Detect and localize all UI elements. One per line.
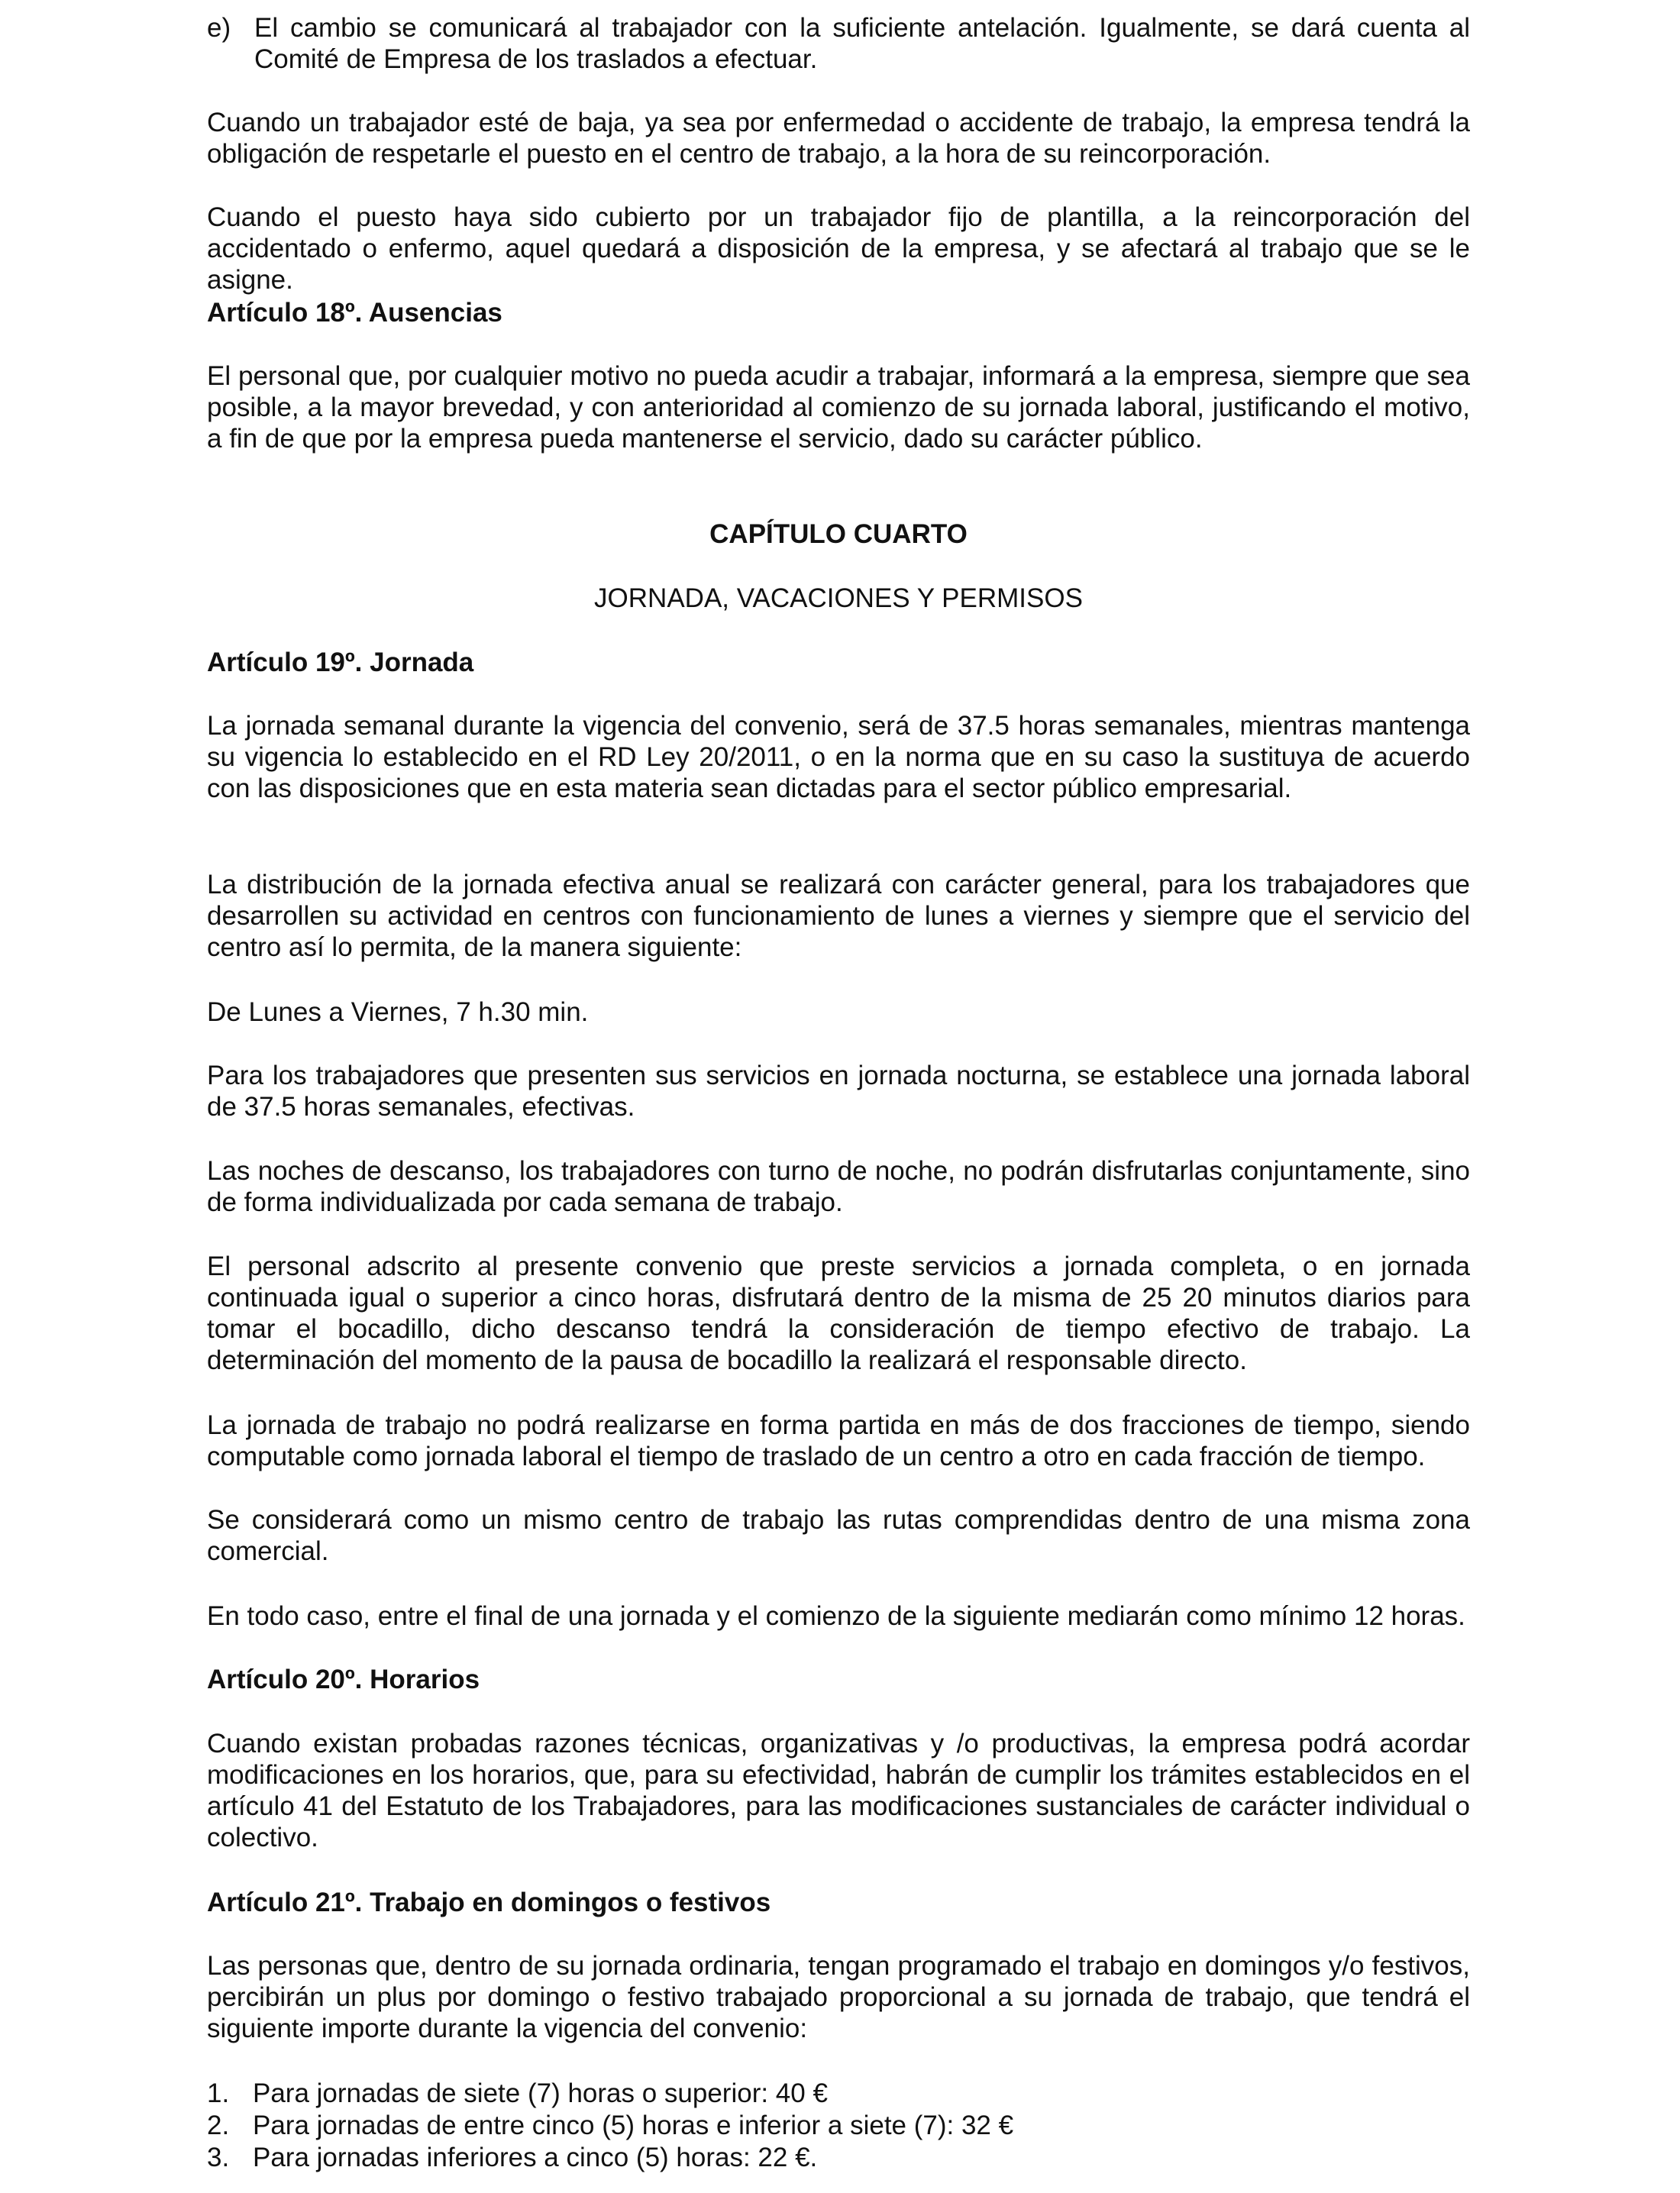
list-marker: 3. [207,2143,230,2172]
article-19-paragraph-3: De Lunes a Viernes, 7 h.30 min. [207,997,589,1027]
list-marker: 1. [207,2078,230,2108]
chapter-subtitle: JORNADA, VACACIONES Y PERMISOS [594,583,1083,613]
paragraph-baja: Cuando un trabajador esté de baja, ya sea por enfermedad o accidente de trabajo, la empresa tendrá la obligación de respetarle el puesto en el centro de trabajo, a la hora de su reincorporación. [207,108,1470,169]
paragraph-cubierto: Cuando el puesto haya sido cubierto por un trabajador fijo de plantilla, a la reincorporación del accidentado o enfermo, aquel quedará a disposición de la empresa, y se afectará al trabajo que se le asigne. [207,202,1470,295]
article-18-paragraph: El personal que, por cualquier motivo no pueda acudir a trabajar, informará a la empresa, siempre que sea posible, a la mayor brevedad, y con anterioridad al comienzo de su jornada laboral, justificando el motivo, a fin de que por la empresa pueda mantenerse el servicio, dado su carácter público. [207,361,1470,454]
article-19-paragraph-6: El personal adscrito al presente convenio que preste servicios a jornada completa, o en jornada continuada igual o superior a cinco horas, disfrutará dentro de la misma de 25 20 minutos diarios para tomar el bocadillo, dicho descanso tendrá la consideración de tiempo efectivo de trabajo. La determinación del momento de la pausa de bocadillo la realizará el responsable directo. [207,1252,1470,1375]
list-item-text: El cambio se comunicará al trabajador con la suficiente antelación. Igualmente, se dará cuenta al Comité de Empresa de los traslados a efectuar. [254,13,1470,74]
list-marker: 2. [207,2111,230,2140]
article-19-heading: Artículo 19º. Jornada [207,648,474,677]
list-item-2 [207,2110,1013,2141]
list-item-1 [207,2078,828,2109]
list-item-e [207,12,1470,75]
article-19-paragraph-1: La jornada semanal durante la vigencia del convenio, será de 37.5 horas semanales, mientras mantenga su vigencia lo establecido en el RD Ley 20/2011, o en la norma que en su caso la sustituya de acuerdo con las disposiciones que en esta materia sean dictadas para el sector público empresarial. [207,711,1470,803]
list-item-text: Para jornadas inferiores a cinco (5) horas: 22 €. [253,2143,818,2172]
article-19-paragraph-4: Para los trabajadores que presenten sus servicios en jornada nocturna, se establece una jornada laboral de 37.5 horas semanales, efectivas. [207,1061,1470,1122]
article-19-paragraph-2: La distribución de la jornada efectiva anual se realizará con carácter general, para los trabajadores que desarrollen su actividad en centros con funcionamiento de lunes a viernes y siempre que el servicio del centro así lo permita, de la manera siguiente: [207,870,1470,962]
list-item-text: Para jornadas de entre cinco (5) horas e inferior a siete (7): 32 € [253,2111,1014,2140]
article-20-heading: Artículo 20º. Horarios [207,1665,480,1694]
article-19-paragraph-9: En todo caso, entre el final de una jornada y el comienzo de la siguiente mediarán como mínimo 12 horas. [207,1601,1465,1631]
article-19-paragraph-8: Se considerará como un mismo centro de trabajo las rutas comprendidas dentro de una misma zona comercial. [207,1505,1470,1566]
article-19-paragraph-5: Las noches de descanso, los trabajadores con turno de noche, no podrán disfrutarlas conjuntamente, sino de forma individualizada por cada semana de trabajo. [207,1156,1470,1217]
list-marker: e) [207,13,231,43]
article-21-paragraph: Las personas que, dentro de su jornada ordinaria, tengan programado el trabajo en domingos y/o festivos, percibirán un plus por domingo o festivo trabajado proporcional a su jornada de trabajo, que tendrá el siguiente importe durante la vigencia del convenio: [207,1951,1470,2043]
article-19-paragraph-7: La jornada de trabajo no podrá realizarse en forma partida en más de dos fracciones de tiempo, siendo computable como jornada laboral el tiempo de traslado de un centro a otro en cada fracción de tiempo. [207,1410,1470,1471]
article-21-heading: Artículo 21º. Trabajo en domingos o festivos [207,1888,771,1917]
article-20-paragraph: Cuando existan probadas razones técnicas, organizativas y /o productivas, la empresa podrá acordar modificaciones en los horarios, que, para su efectividad, habrán de cumplir los trámites establecidos en el artículo 41 del Estatuto de los Trabajadores, para las modificaciones sustanciales de carácter individual o colectivo. [207,1729,1470,1852]
list-item-3 [207,2142,817,2173]
article-18-heading: Artículo 18º. Ausencias [207,298,502,328]
chapter-title: CAPÍTULO CUARTO [709,519,968,549]
list-item-text: Para jornadas de siete (7) horas o superior: 40 € [253,2078,828,2108]
